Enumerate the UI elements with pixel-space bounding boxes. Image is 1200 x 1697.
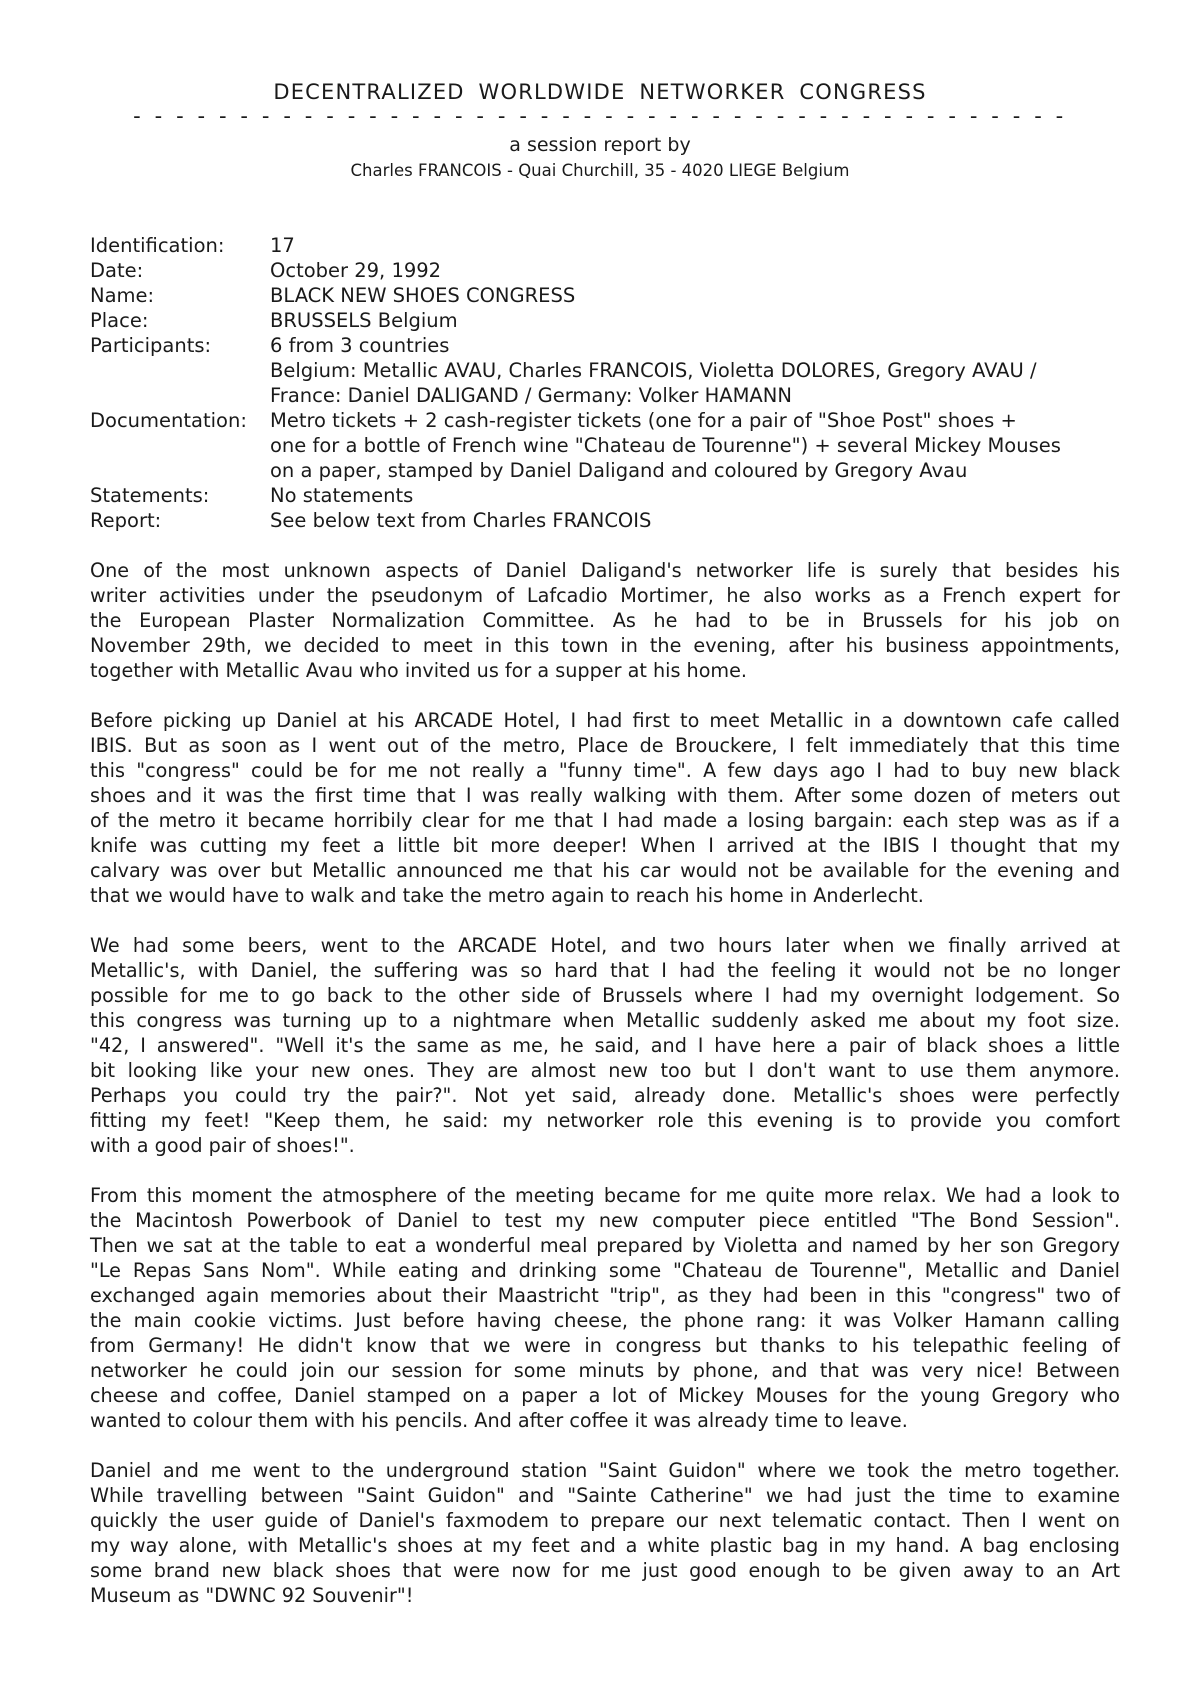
meta-value-line: Metro tickets + 2 cash-register tickets (one for a pair of "Shoe Post" shoes + xyxy=(270,409,1017,432)
meta-label: Participants: xyxy=(90,334,212,357)
meta-row xyxy=(90,483,1120,508)
paragraph-line: networker he could join our session for some minuts by phone, and that was very nice! Between xyxy=(90,1359,1120,1382)
paragraph-line: this "congress" could be for me not really a "funny time". A few days ago I had to buy new black xyxy=(90,759,1120,782)
paragraph-line: wanted to colour them with his pencils. And after coffee it was already time to leave. xyxy=(90,1409,908,1432)
meta-value-line: No statements xyxy=(270,484,414,507)
report-paragraph xyxy=(90,708,1120,908)
meta-row xyxy=(90,258,1120,283)
meta-label: Identification: xyxy=(90,234,225,257)
paragraph-line: from Germany! He didn't know that we were in congress but thanks to his telepathic feeling of xyxy=(90,1334,1120,1357)
meta-value-line: France: Daniel DALIGAND / Germany: Volker HAMANN xyxy=(270,384,792,407)
paragraph-line: Daniel and me went to the underground station "Saint Guidon" where we took the metro together. xyxy=(90,1459,1120,1482)
author-address: Charles FRANCOIS - Quai Churchill, 35 - 4020 LIEGE Belgium xyxy=(350,161,850,180)
report-header xyxy=(0,78,1200,184)
meta-value-line: See below text from Charles FRANCOIS xyxy=(270,509,652,532)
meta-value-line: on a paper, stamped by Daniel Daligand and coloured by Gregory Avau xyxy=(270,459,968,482)
title-underline: - - - - - - - - - - - - - - - - - - - - - - - - - - - - - - - - - - - - - - - - - - - - xyxy=(133,108,1067,124)
paragraph-line: the Macintosh Powerbook of Daniel to test my new computer piece entitled "The Bond Session". xyxy=(90,1209,1120,1232)
paragraph-line: From this moment the atmosphere of the meeting became for me quite more relax. We had a look to xyxy=(90,1184,1120,1207)
meta-value xyxy=(270,408,1120,483)
paragraph-line: Then we sat at the table to eat a wonderful meal prepared by Violetta and named by her son Gregory xyxy=(90,1234,1120,1257)
paragraph-line: "Le Repas Sans Nom". While eating and drinking some "Chateau de Tourenne", Metallic and Daniel xyxy=(90,1259,1120,1282)
paragraph-line: Museum as "DWNC 92 Souvenir"! xyxy=(90,1584,414,1607)
report-paragraph xyxy=(90,1183,1120,1433)
paragraph-line: this congress was turning up to a nightmare when Metallic suddenly asked me about my foot size. xyxy=(90,1009,1120,1032)
meta-value xyxy=(270,258,1120,283)
paragraph-line: writer activities under the pseudonym of Lafcadio Mortimer, he also works as a French expert for xyxy=(90,584,1120,607)
paragraph-line: While travelling between "Saint Guidon" and "Sainte Catherine" we had just the time to examine xyxy=(90,1484,1120,1507)
meta-label: Date: xyxy=(90,259,144,282)
meta-row xyxy=(90,233,1120,258)
meta-row xyxy=(90,508,1120,533)
paragraph-line: some brand new black shoes that were now for me just good enough to be given away to an Art xyxy=(90,1559,1120,1582)
paragraph-line: cheese and coffee, Daniel stamped on a paper a lot of Mickey Mouses for the young Gregory who xyxy=(90,1384,1120,1407)
meta-value xyxy=(270,483,1120,508)
meta-label: Name: xyxy=(90,284,155,307)
meta-value-line: BLACK NEW SHOES CONGRESS xyxy=(270,284,576,307)
paragraph-line: One of the most unknown aspects of Daniel Daligand's networker life is surely that besides his xyxy=(90,559,1120,582)
paragraph-line: possible for me to go back to the other side of Brussels where I had my overnight lodgement. So xyxy=(90,984,1120,1007)
paragraph-line: November 29th, we decided to meet in this town in the evening, after his business appointments, xyxy=(90,634,1120,657)
paragraph-line: Metallic's, with Daniel, the suffering was so hard that I had the feeling it would not be no longer xyxy=(90,959,1120,982)
meta-label: Statements: xyxy=(90,484,210,507)
document-title: DECENTRALIZED WORLDWIDE NETWORKER CONGRESS xyxy=(273,80,927,104)
paragraph-line: the main cookie victims. Just before having cheese, the phone rang: it was Volker Hamann calling xyxy=(90,1309,1120,1332)
meta-value-line: October 29, 1992 xyxy=(270,259,442,282)
paragraph-line: quickly the user guide of Daniel's faxmodem to prepare our next telematic contact. Then I went on xyxy=(90,1509,1120,1532)
paragraph-line: fitting my feet! "Keep them, he said: my networker role this evening is to provide you comfort xyxy=(90,1109,1120,1132)
paragraph-line: bit looking like your new ones. They are almost new too but I don't want to use them anymore. xyxy=(90,1059,1120,1082)
paragraph-line: calvary was over but Metallic announced me that his car would not be available for the evening and xyxy=(90,859,1120,882)
meta-value-line: 17 xyxy=(270,234,295,257)
meta-value xyxy=(270,333,1120,408)
meta-row xyxy=(90,333,1120,408)
paragraph-line: "42, I answered". "Well it's the same as me, he said, and I have here a pair of black shoes a little xyxy=(90,1034,1120,1057)
meta-row xyxy=(90,308,1120,333)
paragraph-line: together with Metallic Avau who invited us for a supper at his home. xyxy=(90,659,748,682)
meta-value xyxy=(270,283,1120,308)
meta-label: Place: xyxy=(90,309,149,332)
meta-value-line: BRUSSELS Belgium xyxy=(270,309,458,332)
meta-value xyxy=(270,308,1120,333)
paragraph-line: the European Plaster Normalization Committee. As he had to be in Brussels for his job on xyxy=(90,609,1120,632)
paragraph-line: of the metro it became horribily clear for me that I had made a losing bargain: each step was as if a xyxy=(90,809,1120,832)
report-paragraph xyxy=(90,558,1120,683)
paragraph-line: with a good pair of shoes!". xyxy=(90,1134,355,1157)
meta-row xyxy=(90,283,1120,308)
paragraph-line: knife was cutting my feet a little bit more deeper! When I arrived at the IBIS I thought that my xyxy=(90,834,1120,857)
paragraph-line: Perhaps you could try the pair?". Not yet said, already done. Metallic's shoes were perfectly xyxy=(90,1084,1120,1107)
paragraph-line: Before picking up Daniel at his ARCADE Hotel, I had first to meet Metallic in a downtown cafe called xyxy=(90,709,1120,732)
paragraph-line: exchanged again memories about their Maastricht "trip", as they had been in this "congress" two of xyxy=(90,1284,1120,1307)
meta-label: Documentation: xyxy=(90,409,247,432)
report-subtitle: a session report by xyxy=(509,134,691,156)
meta-label: Report: xyxy=(90,509,162,532)
meta-value xyxy=(270,508,1120,533)
paragraph-line: We had some beers, went to the ARCADE Hotel, and two hours later when we finally arrived at xyxy=(90,934,1120,957)
meta-value-line: one for a bottle of French wine "Chateau de Tourenne") + several Mickey Mouses xyxy=(270,434,1061,457)
meta-value-line: 6 from 3 countries xyxy=(270,334,450,357)
paragraph-line: IBIS. But as soon as I went out of the metro, Place de Brouckere, I felt immediately that this time xyxy=(90,734,1120,757)
session-metadata xyxy=(90,233,1120,533)
report-paragraph xyxy=(90,933,1120,1158)
meta-row xyxy=(90,408,1120,483)
paragraph-line: shoes and it was the first time that I was really walking with them. After some dozen of meters out xyxy=(90,784,1120,807)
meta-value-line: Belgium: Metallic AVAU, Charles FRANCOIS, Violetta DOLORES, Gregory AVAU / xyxy=(270,359,1037,382)
report-paragraph xyxy=(90,1458,1120,1608)
meta-value xyxy=(270,233,1120,258)
paragraph-line: that we would have to walk and take the metro again to reach his home in Anderlecht. xyxy=(90,884,924,907)
report-body xyxy=(90,558,1120,1633)
paragraph-line: my way alone, with Metallic's shoes at my feet and a white plastic bag in my hand. A bag enclosing xyxy=(90,1534,1120,1557)
